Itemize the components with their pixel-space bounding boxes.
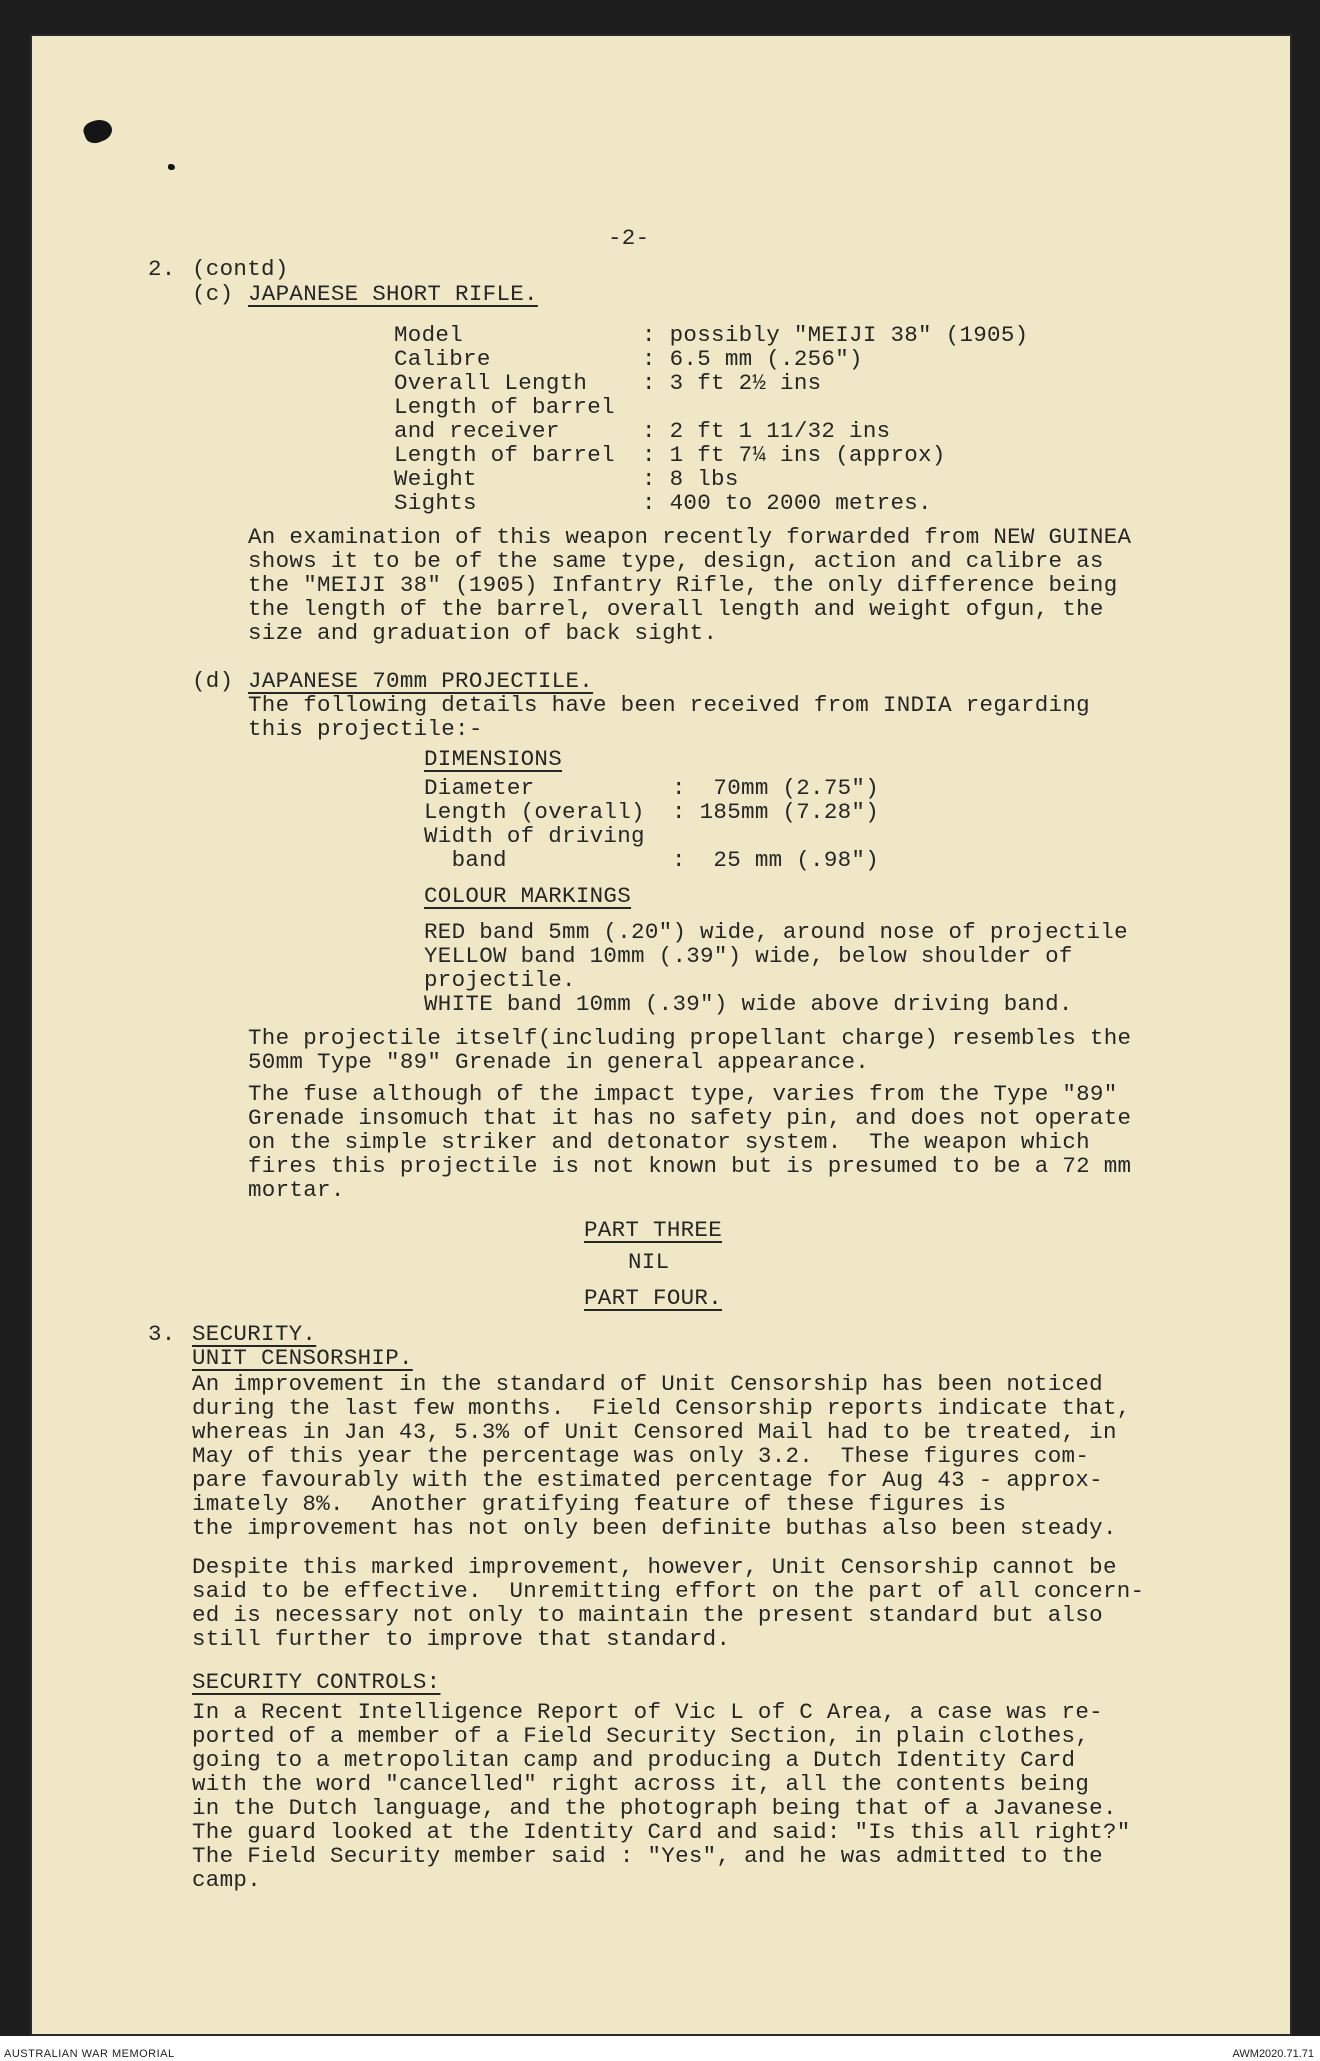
text-line: the "MEIJI 38" (1905) Infantry Rifle, the only difference being	[248, 572, 1118, 598]
text-line: going to a metropolitan camp and producing a Dutch Identity Card	[192, 1747, 1076, 1773]
spec-value: : 400 to 2000 metres.	[642, 490, 932, 516]
text-line: this projectile:-	[248, 716, 483, 742]
text-line: on the simple striker and detonator system. The weapon which	[248, 1129, 1090, 1155]
text-line: An examination of this weapon recently forwarded from NEW GUINEA	[248, 524, 1132, 550]
spec-label: Weight	[394, 466, 477, 492]
text-line: The Field Security member said : "Yes", and he was admitted to the	[192, 1843, 1103, 1869]
footer-accession-number: AWM2020.71.71	[1232, 2048, 1314, 2060]
text-line: imately 8%. Another gratifying feature of these figures is	[192, 1491, 1007, 1517]
dim-value: : 70mm (2.75")	[672, 775, 880, 801]
text-line: fires this projectile is not known but is presumed to be a 72 mm	[248, 1153, 1132, 1179]
spec-label: and receiver	[394, 418, 560, 444]
text-line: ed is necessary not only to maintain the present standard but also	[192, 1602, 1103, 1628]
text-line: 50mm Type "89" Grenade in general appearance.	[248, 1049, 870, 1075]
part-four-heading: PART FOUR.	[584, 1285, 723, 1311]
text-line: whereas in Jan 43, 5.3% of Unit Censored Mail had to be treated, in	[192, 1419, 1117, 1445]
text-line: during the last few months. Field Censorship reports indicate that,	[192, 1395, 1131, 1421]
spec-label: Model	[394, 322, 464, 348]
subsection-c-title: JAPANESE SHORT RIFLE.	[248, 281, 538, 307]
text-line: the length of the barrel, overall length and weight ofgun, the	[248, 596, 1104, 622]
text-line: still further to improve that standard.	[192, 1626, 731, 1652]
subsection-d-title: JAPANESE 70mm PROJECTILE.	[248, 668, 594, 694]
part-three-heading: PART THREE	[584, 1217, 723, 1243]
spec-value: : possibly "MEIJI 38" (1905)	[642, 322, 1029, 348]
unit-censorship-heading: UNIT CENSORSHIP.	[192, 1345, 413, 1371]
text-line: Grenade insomuch that it has no safety pin, and does not operate	[248, 1105, 1132, 1131]
dim-label: Length (overall)	[424, 799, 645, 825]
text-line: YELLOW band 10mm (.39") wide, below shoulder of	[424, 943, 1073, 969]
text-line: the improvement has not only been definite buthas also been steady.	[192, 1515, 1117, 1541]
spec-value: : 1 ft 7¼ ins (approx)	[642, 442, 946, 468]
dim-label: band	[424, 847, 507, 873]
security-controls-heading: SECURITY CONTROLS:	[192, 1669, 441, 1695]
subsection-c-label: (c)	[192, 281, 234, 307]
dim-value: : 185mm (7.28")	[672, 799, 880, 825]
text-line: in the Dutch language, and the photograph being that of a Javanese.	[192, 1795, 1117, 1821]
spec-value: : 2 ft 1 11/32 ins	[642, 418, 891, 444]
text-line: mortar.	[248, 1177, 345, 1203]
part-three-body: NIL	[628, 1249, 670, 1275]
text-line: An improvement in the standard of Unit Censorship has been noticed	[192, 1371, 1103, 1397]
dimensions-heading: DIMENSIONS	[424, 746, 563, 772]
text-line: The fuse although of the impact type, varies from the Type "89"	[248, 1081, 1118, 1107]
text-line: camp.	[192, 1867, 262, 1893]
dim-label: Width of driving	[424, 823, 645, 849]
text-line: In a Recent Intelligence Report of Vic L of C Area, a case was re-	[192, 1699, 1103, 1725]
section-2-contd: (contd)	[192, 256, 289, 282]
spec-value: : 6.5 mm (.256")	[642, 346, 863, 372]
page-number: -2-	[608, 225, 650, 251]
text-line: projectile.	[424, 967, 576, 993]
footer-credit: AUSTRALIAN WAR MEMORIAL	[4, 2048, 175, 2060]
text-line: pare favourably with the estimated percentage for Aug 43 - approx-	[192, 1467, 1103, 1493]
section-2-number: 2.	[148, 256, 176, 282]
subsection-d-label: (d)	[192, 668, 234, 694]
text-line: WHITE band 10mm (.39") wide above driving band.	[424, 991, 1073, 1017]
text-line: The following details have been received from INDIA regarding	[248, 692, 1090, 718]
spec-label: Calibre	[394, 346, 491, 372]
footer-bar	[0, 2036, 1320, 2061]
spec-label: Sights	[394, 490, 477, 516]
text-line: shows it to be of the same type, design, action and calibre as	[248, 548, 1104, 574]
text-line: The guard looked at the Identity Card and said: "Is this all right?"	[192, 1819, 1131, 1845]
text-line: Despite this marked improvement, however, Unit Censorship cannot be	[192, 1554, 1117, 1580]
spec-label: Length of barrel	[394, 394, 615, 420]
text-line: with the word "cancelled" right across it, all the contents being	[192, 1771, 1090, 1797]
text-line: said to be effective. Unremitting effort on the part of all concern-	[192, 1578, 1145, 1604]
spec-value: : 8 lbs	[642, 466, 739, 492]
spec-label: Overall Length	[394, 370, 588, 396]
spec-label: Length of barrel	[394, 442, 615, 468]
dim-label: Diameter	[424, 775, 535, 801]
section-3-number: 3.	[148, 1321, 176, 1347]
colour-markings-heading: COLOUR MARKINGS	[424, 883, 632, 909]
text-line: The projectile itself(including propellant charge) resembles the	[248, 1025, 1132, 1051]
text-line: ported of a member of a Field Security Section, in plain clothes,	[192, 1723, 1090, 1749]
section-3-title: SECURITY.	[192, 1321, 317, 1347]
spec-value: : 3 ft 2½ ins	[642, 370, 822, 396]
dim-value: : 25 mm (.98")	[672, 847, 880, 873]
text-line: May of this year the percentage was only 3.2. These figures com-	[192, 1443, 1090, 1469]
ink-dot-mark	[168, 164, 175, 170]
text-line: RED band 5mm (.20") wide, around nose of projectile	[424, 919, 1128, 945]
text-line: size and graduation of back sight.	[248, 620, 718, 646]
